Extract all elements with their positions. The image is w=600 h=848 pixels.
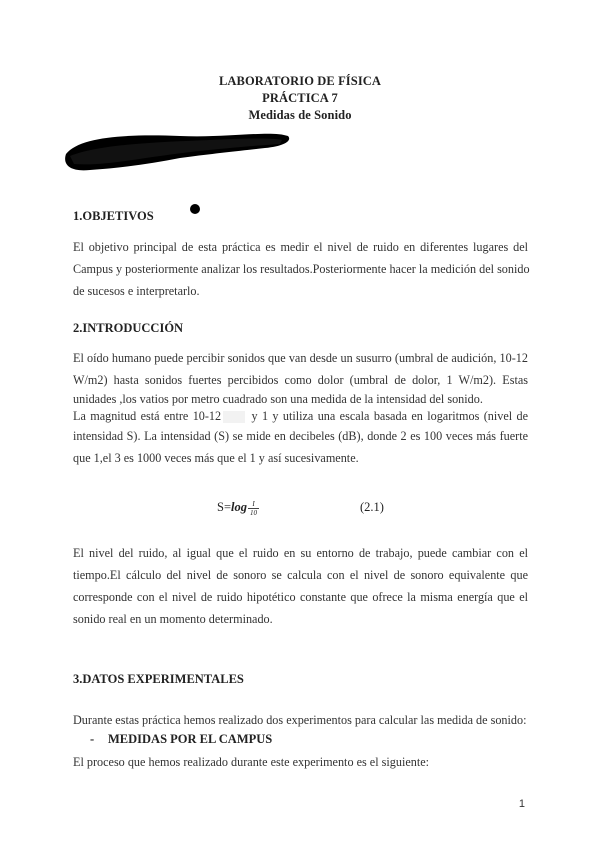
doc-title-practice: PRÁCTICA 7 <box>262 91 338 105</box>
text-line: intensidad S). La intensidad (S) se mide en decibeles (dB), donde 2 es 100 veces más fuerte <box>73 429 528 443</box>
text-line: El objetivo principal de esta práctica es medir el nivel de ruido en diferentes lugares del <box>73 240 528 254</box>
doc-title-lab: LABORATORIO DE FÍSICA <box>218 74 382 88</box>
text-line: unidades ,los vatios por metro cuadrado son una medida de la intensidad del sonido. <box>73 392 483 406</box>
text-line: El proceso que hemos realizado durante este experimento es el siguiente: <box>73 755 430 769</box>
formula-sound-level <box>217 497 259 517</box>
text-line: de sucesos e interpretarlo. <box>73 284 200 298</box>
formula-numerator: I <box>248 500 259 509</box>
redaction-mark <box>60 126 292 174</box>
equation-number: (2.1) <box>360 500 384 514</box>
bullet-dot-mark <box>190 204 200 214</box>
bullet-item-campus <box>90 732 272 747</box>
section-heading-objetivos: 1.OBJETIVOS <box>73 209 154 223</box>
datos-after <box>73 751 528 773</box>
section-heading-datos: 3.DATOS EXPERIMENTALES <box>73 672 244 686</box>
text-line: que 1,el 3 es 1000 veces más que el 1 y así sucesivamente. <box>73 451 359 465</box>
text-line: Campus y posteriormente analizar los resultados.Posteriormente hacer la medición del sonido <box>73 262 530 276</box>
doc-title-subject: Medidas de Sonido <box>248 108 352 122</box>
introduccion-paragraph-1 <box>73 347 528 469</box>
page-number: 1 <box>518 798 525 810</box>
magnitud-text: La magnitud está entre <box>73 409 189 423</box>
exponent-value: 10-12 <box>192 409 222 423</box>
bullet-text: MEDIDAS POR EL CAMPUS <box>108 732 273 746</box>
introduccion-paragraph-3 <box>73 542 528 630</box>
text-line: W/m2) hasta sonidos fuertes percibidos como dolor (umbral de dolor, 1 W/m2). Estas <box>73 373 528 387</box>
formula-log: log <box>231 500 247 514</box>
formula-denominator: 10 <box>250 508 257 517</box>
formula-fraction <box>248 500 259 517</box>
bullet-marker: - <box>90 732 95 746</box>
text-line: Durante estas práctica hemos realizado dos experimentos para calcular las medida de sonido: <box>73 713 527 727</box>
text-line: El nivel del ruido, al igual que el ruido en su entorno de trabajo, puede cambiar con el <box>73 546 528 560</box>
text-line: sonido real en un momento determinado. <box>73 612 273 626</box>
text-line: corresponde con el nivel de ruido hipotético constante que ofrece la misma energía que el <box>73 590 528 604</box>
superscript-placeholder <box>223 411 245 423</box>
datos-intro <box>73 709 528 731</box>
objetivos-paragraph <box>73 236 528 302</box>
formula-lhs: S= <box>217 500 232 514</box>
magnitud-text-rest: y 1 y utiliza una escala basada en logaritmos (nivel de <box>251 409 529 423</box>
text-line: tiempo.El cálculo del nivel de sonoro se calcula con el nivel de sonoro equivalente que <box>73 568 528 582</box>
text-line: El oído humano puede percibir sonidos que van desde un susurro (umbral de audición, 10-12 <box>73 351 528 365</box>
text-line-magnitud <box>73 407 528 425</box>
section-heading-introduccion: 2.INTRODUCCIÓN <box>73 321 184 335</box>
